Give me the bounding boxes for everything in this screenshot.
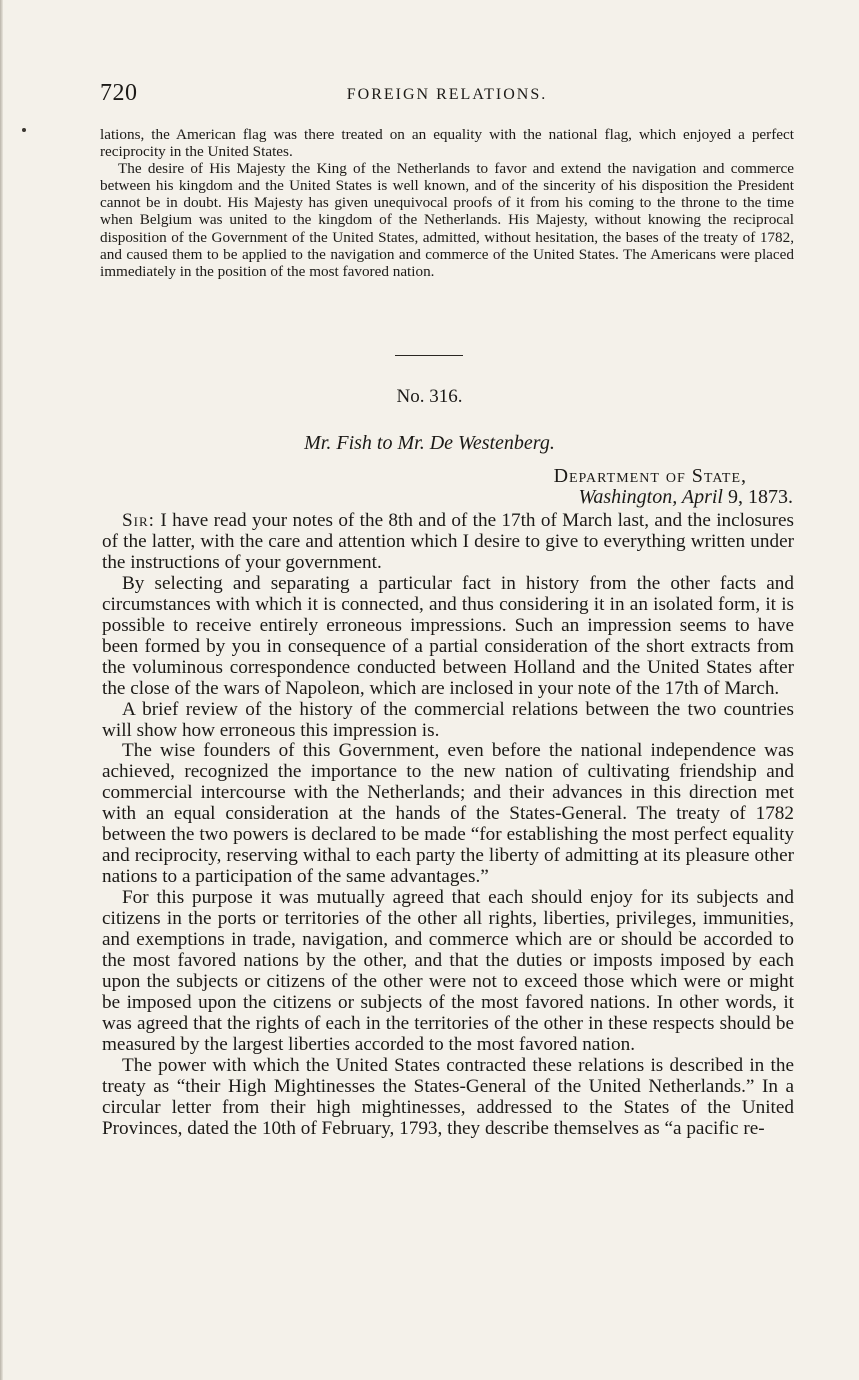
document-title: Mr. Fish to Mr. De Westenberg.: [304, 432, 555, 454]
dateline-place-date: [554, 487, 793, 508]
extract-paragraph-2: The desire of His Majesty the King of the Netherlands to favor and extend the navigation and commerce between his kingdom and the United States is well known, and of the sincerity of his disposition the President cannot be in doubt. His Majesty has given unequivocal proofs of it from his coming to the throne to the time when Belgium was united to the kingdom of the Netherlands. His Majesty, without knowing the reciprocal disposition of the Government of the United States, admitted, without hesitation, the bases of the treaty of 1782, and caused them to be applied to the navigation and commerce of the United States. The Americans were placed immediately in the position of the most favored nation.: [100, 160, 794, 280]
extract-paragraph-1: lations, the American flag was there treated on an equality with the national flag, which enjoyed a perfect reciprocity in the United States.: [100, 126, 794, 161]
continued-extract: [100, 126, 794, 280]
salutation: Sir:: [122, 510, 156, 531]
dateline-department: Department of State,: [553, 465, 747, 487]
letter-body: [102, 511, 794, 1140]
section-divider: [395, 355, 463, 356]
document-number: No. 316.: [396, 386, 463, 407]
letter-paragraph-5: For this purpose it was mutually agreed that each should enjoy for its subjects and citizens in the ports or territories of the other all rights, liberties, privileges, immunities, and exemptions in trade, navigation, and commerce which are or should be accorded to the most favored nations by the other, and that the duties or imposts imposed by each upon the subjects or citizens of the other were not to exceed those which were or might be imposed upon the citizens or subjects of the most favored nations. In other words, it was agreed that the rights of each in the territories of the other in these respects should be measured by the largest liberties accorded to the most favored nation.: [102, 887, 794, 1055]
letter-paragraph-6: The power with which the United States contracted these relations is described in the treaty as “their High Mightinesses the States-General of the United Netherlands.” In a circular letter from their high mightinesses, addressed to the States of the United Provinces, dated the 10th of February, 1793, they describe themselves as “a pacific re-: [102, 1054, 794, 1139]
letter-paragraph-2: By selecting and separating a particular fact in history from the other facts and circumstances with which it is connected, and thus considering it in an isolated form, it is possible to receive entirely erroneous impressions. Such an impression seems to have been formed by you in consequence of a partial consideration of the short extracts from the voluminous correspondence conducted between Holland and the United States after the close of the wars of Napoleon, which are inclosed in your note of the 17th of March.: [102, 572, 794, 699]
scan-edge: [0, 0, 3, 1380]
page-header: [100, 80, 794, 110]
dateline-place: Washington, April: [578, 486, 723, 508]
dateline: [554, 466, 793, 508]
letter-paragraph-1-text: I have read your notes of the 8th and of the 17th of March last, and the inclosures of the latter, with the care and attention which I desire to give to everything written under the instructions of your government.: [102, 510, 794, 573]
scan-speck: [22, 128, 26, 132]
dateline-date: 9, 1873.: [723, 486, 793, 508]
letter-paragraph-4: The wise founders of this Government, even before the national independence was achieved, recognized the importance to the new nation of cultivating friendship and commercial intercourse with the Netherlands; and their advances in this direction met with an equal consideration at the hands of the States-General. The treaty of 1782 between the two powers is declared to be made “for establishing the most perfect equality and reciprocity, reserving withal to each party the liberty of admitting at its pleasure other nations to a participation of the same advantages.”: [102, 740, 794, 888]
running-head: FOREIGN RELATIONS.: [346, 86, 548, 103]
page-number: 720: [100, 80, 138, 106]
letter-paragraph-1: [102, 511, 794, 574]
letter-paragraph-3: A brief review of the history of the commercial relations between the two countries will show how erroneous this impression is.: [102, 698, 794, 741]
